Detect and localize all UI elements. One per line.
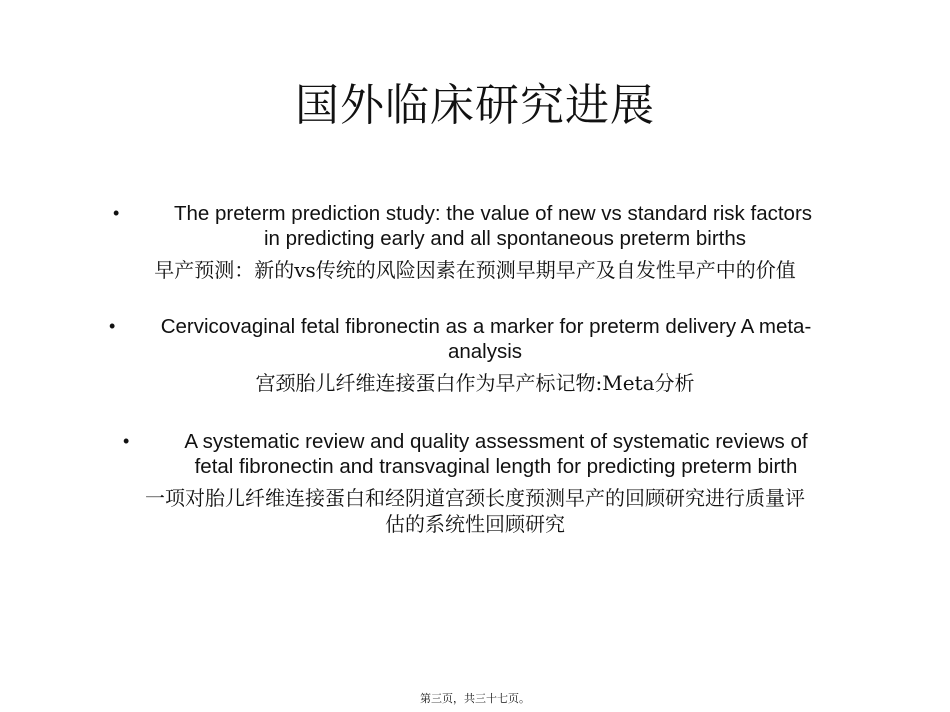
- item-english-text: [0, 429, 950, 479]
- slide-title: 国外临床研究进展: [295, 80, 655, 131]
- item-chinese-text: [0, 485, 950, 537]
- item-english-line: Cervicovaginal fetal fibronectin as a marker for preterm delivery A meta-: [160, 315, 812, 338]
- item-chinese-line: 宫颈胎儿纤维连接蛋白作为早产标记物:Meta分析: [255, 371, 695, 395]
- page-footer: 第三页，共三十七页。: [420, 692, 530, 705]
- item-chinese-line: 早产预测：新的vs传统的风险因素在预测早期早产及自发性早产中的价值: [154, 258, 796, 282]
- bullet-icon: •: [113, 203, 120, 223]
- list-item: [0, 201, 950, 283]
- item-english-line: The preterm prediction study: the value of new vs standard risk factors: [173, 202, 813, 225]
- item-english-line: analysis: [447, 340, 523, 363]
- item-english-text: [0, 314, 950, 364]
- list-item: [0, 314, 950, 396]
- item-chinese-text: [0, 257, 950, 283]
- item-chinese-line: 估的系统性回顾研究: [385, 512, 565, 536]
- item-chinese-line: 一项对胎儿纤维连接蛋白和经阴道宫颈长度预测早产的回顾研究进行质量评: [145, 486, 805, 510]
- item-english-line: fetal fibronectin and transvaginal length for predicting preterm birth: [194, 455, 798, 478]
- bullet-icon: •: [123, 431, 130, 451]
- item-chinese-text: [0, 370, 950, 396]
- bullet-icon: •: [109, 316, 116, 336]
- list-item: [0, 429, 950, 537]
- item-english-text: [0, 201, 950, 251]
- item-english-line: A systematic review and quality assessment of systematic reviews of: [184, 430, 808, 453]
- item-english-line: in predicting early and all spontaneous preterm births: [263, 227, 747, 250]
